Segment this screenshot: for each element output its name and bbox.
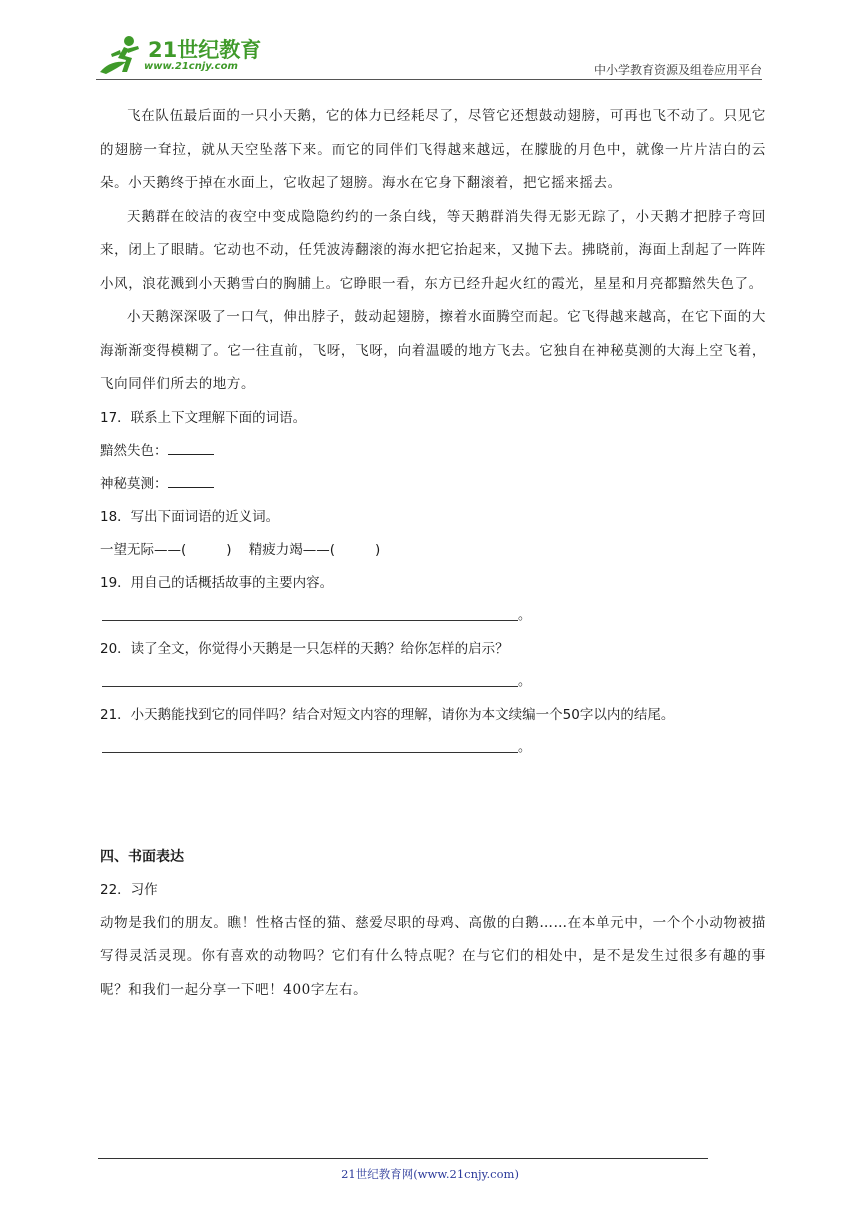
- passage-paragraph-3: 小天鹅深深吸了一口气，伸出脖子，鼓动起翅膀，擦着水面腾空而起。它飞得越来越高，在它下面的大海渐渐变得模糊了。它一往直前，飞呀，飞呀，向着温暖的地方飞去。它独自在神秘莫测的大海上空飞着，飞向同伴们所去的地方。: [100, 309, 766, 392]
- q17-b-label: 神秘莫测：: [100, 475, 168, 492]
- question-18: 18．写出下面词语的近义词。: [100, 508, 280, 525]
- answer-end-mark: 。: [518, 673, 532, 689]
- q21-answer-line[interactable]: [100, 732, 766, 765]
- question-17: 17．联系上下文理解下面的词语。: [100, 409, 307, 426]
- answer-end-mark: 。: [518, 607, 532, 623]
- answer-end-mark: 。: [518, 739, 532, 755]
- logo-text: 21世纪教育: [148, 38, 262, 62]
- answer-underline: [102, 686, 518, 687]
- answer-underline: [102, 620, 518, 621]
- q18-b-close: ): [375, 541, 381, 558]
- header-divider: [96, 79, 762, 80]
- question-22: 22．习作: [100, 881, 158, 898]
- q18-a-prefix: 一望无际——(: [100, 541, 187, 558]
- q18-b-prefix: 精疲力竭——(: [248, 541, 336, 558]
- q17-a-blank[interactable]: [168, 442, 214, 455]
- page-header: [96, 28, 762, 80]
- question-19: 19．用自己的话概括故事的主要内容。: [100, 574, 334, 591]
- writing-prompt: 动物是我们的朋友。瞧！性格古怪的猫、慈爱尽职的母鸡、高傲的白鹅……在本单元中，一个个小动物被描写得灵活灵现。你有喜欢的动物吗？它们有什么特点呢？在与它们的相处中，是不是发生过很多有趣的事呢？和我们一起分享一下吧！400字左右。: [100, 914, 766, 998]
- q17-a-label: 黯然失色：: [100, 442, 168, 459]
- q17-b-blank[interactable]: [168, 475, 214, 488]
- passage-paragraph-1: 飞在队伍最后面的一只小天鹅，它的体力已经耗尽了，尽管它还想鼓动翅膀，可再也飞不动了。只见它的翅膀一耷拉，就从天空坠落下来。而它的同伴们飞得越来越远，在朦胧的月色中，就像一片片洁白的云朵。小天鹅终于掉在水面上，它收起了翅膀。海水在它身下翻滚着，把它摇来摇去。: [100, 108, 766, 191]
- header-tagline: 中小学教育资源及组卷应用平台: [593, 63, 762, 77]
- question-21: 21．小天鹅能找到它的同伴吗？结合对短文内容的理解，请你为本文续编一个50字以内的结尾。: [100, 706, 675, 723]
- q18-a-close: ): [226, 541, 232, 558]
- question-17-item-b: [100, 468, 766, 501]
- question-17-item-a: [100, 435, 766, 468]
- runner-logo-icon: [96, 32, 146, 80]
- answer-underline: [102, 752, 518, 753]
- question-18-items: [100, 534, 766, 567]
- page-content: [100, 100, 766, 1007]
- page-footer[interactable]: 21世纪教育网(www.21cnjy.com): [341, 1167, 519, 1181]
- section-spacer: [100, 765, 766, 841]
- q20-answer-line[interactable]: [100, 666, 766, 699]
- question-20: 20．读了全文，你觉得小天鹅是一只怎样的天鹅？给你怎样的启示？: [100, 640, 509, 657]
- brand-logo[interactable]: [96, 32, 266, 80]
- passage-paragraph-2: 天鹅群在皎洁的夜空中变成隐隐约约的一条白线，等天鹅群消失得无影无踪了，小天鹅才把脖子弯回来，闭上了眼睛。它动也不动，任凭波涛翻滚的海水把它抬起来，又抛下去。拂晓前，海面上刮起了一阵阵小风，浪花溅到小天鹅雪白的胸脯上。它睁眼一看，东方已经升起火红的霞光，星星和月亮都黯然失色了。: [100, 208, 766, 292]
- logo-url: www.21cnjy.com: [144, 61, 238, 72]
- q19-answer-line[interactable]: [100, 600, 766, 633]
- footer-divider: [98, 1158, 708, 1159]
- section-4-title: 四、书面表达: [100, 848, 184, 865]
